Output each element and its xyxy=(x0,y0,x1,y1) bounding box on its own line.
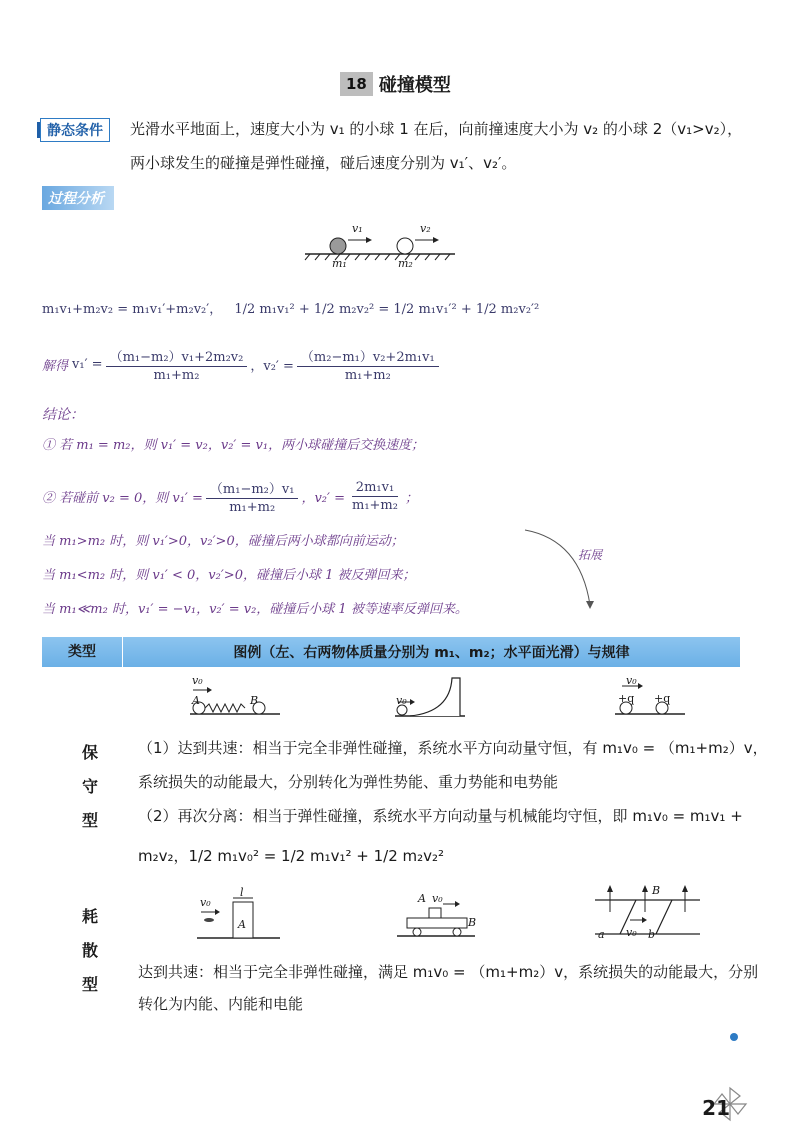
dissipate-p1: 达到共速：相当于完全非弹性碰撞，满足 m₁v₀ = （m₁+m₂）v，系统损失的动能最大，分别 xyxy=(138,963,759,981)
ball-2 xyxy=(397,238,413,254)
extend-arrow xyxy=(520,525,620,615)
conclusion-heading: 结论： xyxy=(42,407,84,423)
fig3-q2: +q xyxy=(654,692,671,705)
label-m2: m₂ xyxy=(398,257,413,270)
dfig3-v0: v₀ xyxy=(626,926,637,939)
header-type: 类型 xyxy=(42,637,123,667)
page-title xyxy=(340,70,451,98)
fig3-q1: +q xyxy=(618,692,635,705)
dfig3-B: B xyxy=(652,884,661,897)
dfig2-B: B xyxy=(468,916,477,929)
fig2-v0: v₀ xyxy=(396,694,407,707)
fig1-B: B xyxy=(250,694,259,707)
extend-label: 拓展 xyxy=(578,548,603,562)
conclusion-5: 当 m₁≪m₂ 时，v₁′ = −v₁，v₂′ = v₂，碰撞后小球 1 被等速率反弹回来。 xyxy=(42,602,468,617)
static-condition-line-2: 两小球发生的碰撞是弹性碰撞，碰后速度分别为 v₁′、v₂′。 xyxy=(130,154,517,172)
conclusion-2: ② 若碰前 v₂ = 0，则 v₁′ = $\frac{\text{（m₁−m₂）v₁}}{\text{m₁+m₂}}$ ，v₂′ = $\frac{\text{2m₁v₁}}{\text{m₁+m₂}}$ ； xyxy=(42,480,418,515)
conclusion-1: ① 若 m₁ = m₂，则 v₁′ = v₂，v₂′ = v₁，两小球碰撞后交换速度； xyxy=(42,438,425,453)
conserve-p2: （2）再次分离：相当于弹性碰撞，系统水平方向动量与机械能均守恒，即 m₁v₀ = m₁v₁ + xyxy=(138,807,743,825)
process-analysis-tag: 过程分析 xyxy=(42,186,114,210)
dfig2-v0: v₀ xyxy=(432,892,443,905)
conclusion-4: 当 m₁<m₂ 时，则 v₁′ < 0，v₂′>0，碰撞后小球 1 被反弹回来； xyxy=(42,568,416,583)
section-number: 18 xyxy=(340,72,373,96)
label-v1: v₁ xyxy=(352,222,363,235)
momentum-equation: m₁v₁+m₂v₂ = m₁v₁′+m₂v₂′， 1/2 m₁v₁² + 1/2 m₂v₂² = 1/2 m₁v₁′² + 1/2 m₂v₂′² xyxy=(42,302,540,317)
dfig1-l: l xyxy=(240,886,244,899)
dfig1-v0: v₀ xyxy=(200,896,211,909)
fig1-A: A xyxy=(192,694,200,707)
fig3-v0: v₀ xyxy=(626,674,637,687)
dfig3-a: a xyxy=(598,928,605,941)
decorative-dot xyxy=(730,1033,738,1041)
dfig2-A: A xyxy=(418,892,426,905)
ball-1 xyxy=(330,238,346,254)
dissipate-label: 耗 散 型 xyxy=(81,907,98,994)
page-number: 21 xyxy=(702,1096,730,1120)
table-header xyxy=(42,637,740,667)
conclusion-3: 当 m₁>m₂ 时，则 v₁′>0，v₂′>0，碰撞后两小球都向前运动； xyxy=(42,534,404,549)
dfig3-b: b xyxy=(648,928,656,941)
label-v2: v₂ xyxy=(420,222,431,235)
header-legend: 图例（左、右两物体质量分别为 m₁、m₂；水平面光滑）与规律 xyxy=(233,645,630,661)
dfig1-A: A xyxy=(238,918,246,931)
conserve-p2b: m₂v₂，1/2 m₁v₀² = 1/2 m₁v₁² + 1/2 m₂v₂² xyxy=(138,847,445,865)
solution-equation: 解得 v₁′ = $\frac{\text{（m₁−m₂）v₁+2m₂v₂}}{\text{m₁+m₂}}$ ，v₂′ = $\frac{\text{（m₂−m₁）v₂+2m₁v₁}}{\text{m₁+m₂}}$ xyxy=(42,346,442,383)
conserve-p1: （1）达到共速：相当于完全非弹性碰撞，系统水平方向动量守恒，有 m₁v₀ = （m₁+m₂）v， xyxy=(138,739,768,757)
static-condition-tag: 静态条件 xyxy=(40,118,110,142)
collision-diagram xyxy=(300,218,460,278)
conserve-label: 保 守 型 xyxy=(81,743,98,830)
label-m1: m₁ xyxy=(332,257,347,270)
dissipate-p1b: 转化为内能、内能和电能 xyxy=(138,995,304,1013)
conserve-p1b: 系统损失的动能最大，分别转化为弹性势能、重力势能和电势能 xyxy=(138,773,559,791)
static-condition-line-1: 光滑水平地面上，速度大小为 v₁ 的小球 1 在后，向前撞速度大小为 v₂ 的小球 2（v₁>v₂）， xyxy=(130,120,743,138)
fig1-v0: v₀ xyxy=(192,674,203,687)
section-title: 碰撞模型 xyxy=(378,75,451,96)
